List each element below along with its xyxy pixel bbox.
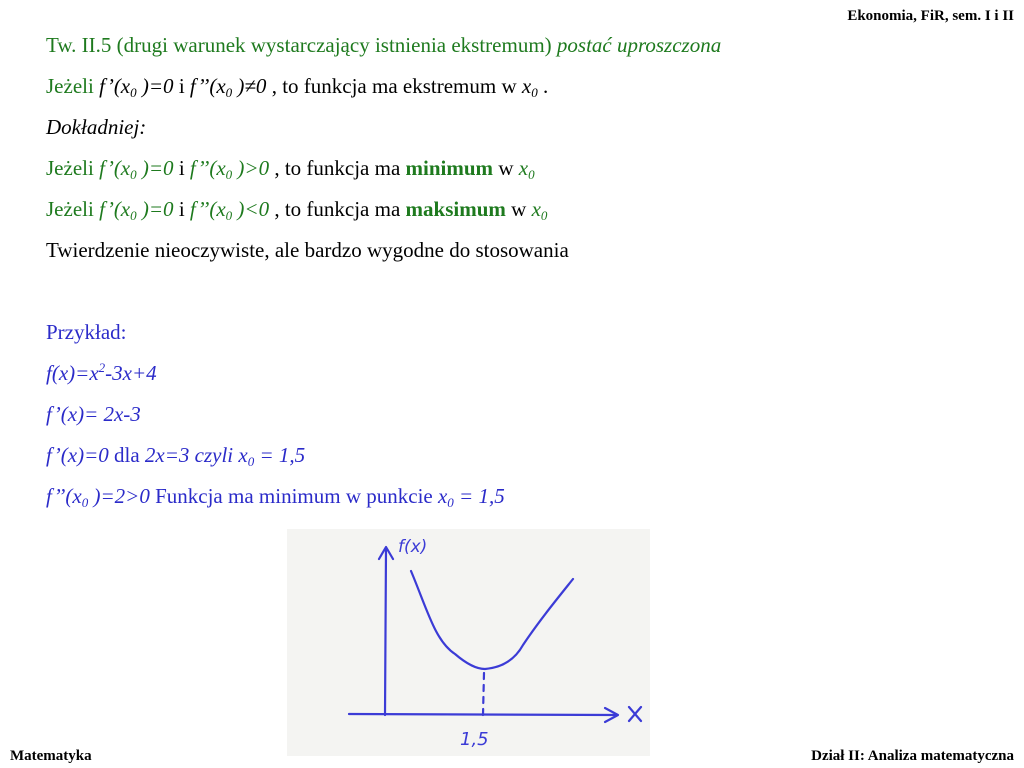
text-fragment: , to funkcja ma: [269, 197, 406, 221]
text-fragment: , to funkcja ma: [269, 156, 406, 180]
math-fragment: f’’(x: [46, 484, 82, 508]
superscript: 2: [98, 360, 106, 375]
text-fragment: i: [173, 156, 190, 180]
math-fragment: = 1,5: [453, 484, 505, 508]
subscript: 0: [247, 454, 255, 469]
text-fragment: w: [505, 197, 532, 221]
theorem-detail-heading: [46, 117, 146, 138]
math-fragment: f(x)=x: [46, 361, 99, 385]
maximum-keyword: maksimum: [405, 197, 506, 221]
text-fragment: Jeżeli: [46, 156, 100, 180]
math-fragment: f’(x)= 2x-3: [46, 402, 141, 426]
x-axis-label-glyph: [629, 707, 641, 721]
theorem-minimum-case: [46, 156, 535, 182]
footer-section: Dział II: Analiza matematyczna: [811, 748, 1014, 764]
subscript: 0: [130, 85, 137, 100]
subscript: 0: [540, 208, 548, 223]
subscript: 0: [531, 85, 538, 100]
example-title: Przykład:: [46, 320, 127, 344]
math-fragment: f’’(x: [189, 197, 226, 221]
example-function: [46, 360, 157, 385]
detail-heading-text: Dokładniej:: [46, 115, 147, 139]
minimum-tick-label: 1,5: [460, 729, 489, 750]
math-fragment: x: [437, 484, 448, 508]
math-fragment: )=0: [136, 197, 174, 221]
example-derivative: [46, 404, 141, 425]
y-axis: [385, 549, 386, 715]
subscript: 0: [528, 167, 535, 182]
math-fragment: f’(x: [99, 74, 131, 98]
math-fragment: f’(x)=0: [46, 443, 109, 467]
course-header: Ekonomia, FiR, sem. I i II: [847, 8, 1014, 24]
math-fragment: x: [518, 156, 529, 180]
math-fragment: )=0: [136, 156, 174, 180]
subscript: 0: [225, 85, 233, 100]
minimum-keyword: minimum: [405, 156, 494, 180]
text-fragment: Jeżeli: [46, 74, 100, 98]
example-second-derivative: [46, 484, 505, 510]
text-fragment: i: [173, 74, 190, 98]
theorem-maximum-case: [46, 197, 548, 223]
subscript: 0: [447, 495, 454, 510]
math-fragment: )≠0: [232, 74, 267, 98]
math-fragment: f’(x: [99, 156, 131, 180]
math-fragment: f’’(x: [189, 74, 226, 98]
subscript: 0: [225, 208, 233, 223]
text-fragment: Funkcja ma minimum w punkcie: [149, 484, 438, 508]
text-fragment: w: [493, 156, 519, 180]
subscript: 0: [81, 495, 89, 510]
hand-sketch-image: [287, 529, 650, 756]
subscript: 0: [130, 208, 137, 223]
text-fragment: dla: [108, 443, 145, 467]
text-fragment: .: [537, 74, 549, 98]
text-fragment: , to funkcja ma ekstremum w: [266, 74, 522, 98]
math-fragment: )=0: [136, 74, 174, 98]
math-fragment: )<0: [232, 197, 270, 221]
math-fragment: )=2>0: [88, 484, 150, 508]
subscript: 0: [225, 167, 233, 182]
y-axis-label: f(x): [398, 537, 428, 557]
math-fragment: 2x=3: [144, 443, 190, 467]
example-zero: [46, 443, 306, 469]
sketch-svg: [287, 529, 650, 756]
math-fragment: f’’(x: [189, 156, 226, 180]
function-curve: [411, 571, 573, 669]
text-fragment: i: [173, 197, 190, 221]
theorem-title: [46, 35, 721, 56]
minimum-guide-line: [483, 673, 484, 715]
theorem-title-text: Tw. II.5 (drugi warunek wystarczający istnienia ekstremum): [46, 33, 557, 57]
text-fragment: Jeżeli: [46, 197, 100, 221]
math-fragment: = 1,5: [254, 443, 306, 467]
theorem-remark: Twierdzenie nieoczywiste, ale bardzo wygodne do stosowania: [46, 238, 569, 262]
subscript: 0: [130, 167, 137, 182]
footer-subject: Matematyka: [10, 748, 92, 764]
theorem-condition: [46, 74, 549, 100]
math-fragment: f’(x: [99, 197, 131, 221]
theorem-title-note: postać uproszczona: [556, 33, 722, 57]
math-fragment: x: [531, 197, 541, 221]
math-fragment: x: [521, 74, 532, 98]
math-fragment: )>0: [232, 156, 270, 180]
math-fragment: -3x+4: [105, 361, 157, 385]
math-fragment: czyli x: [189, 443, 248, 467]
sketch-ink: [349, 547, 641, 722]
